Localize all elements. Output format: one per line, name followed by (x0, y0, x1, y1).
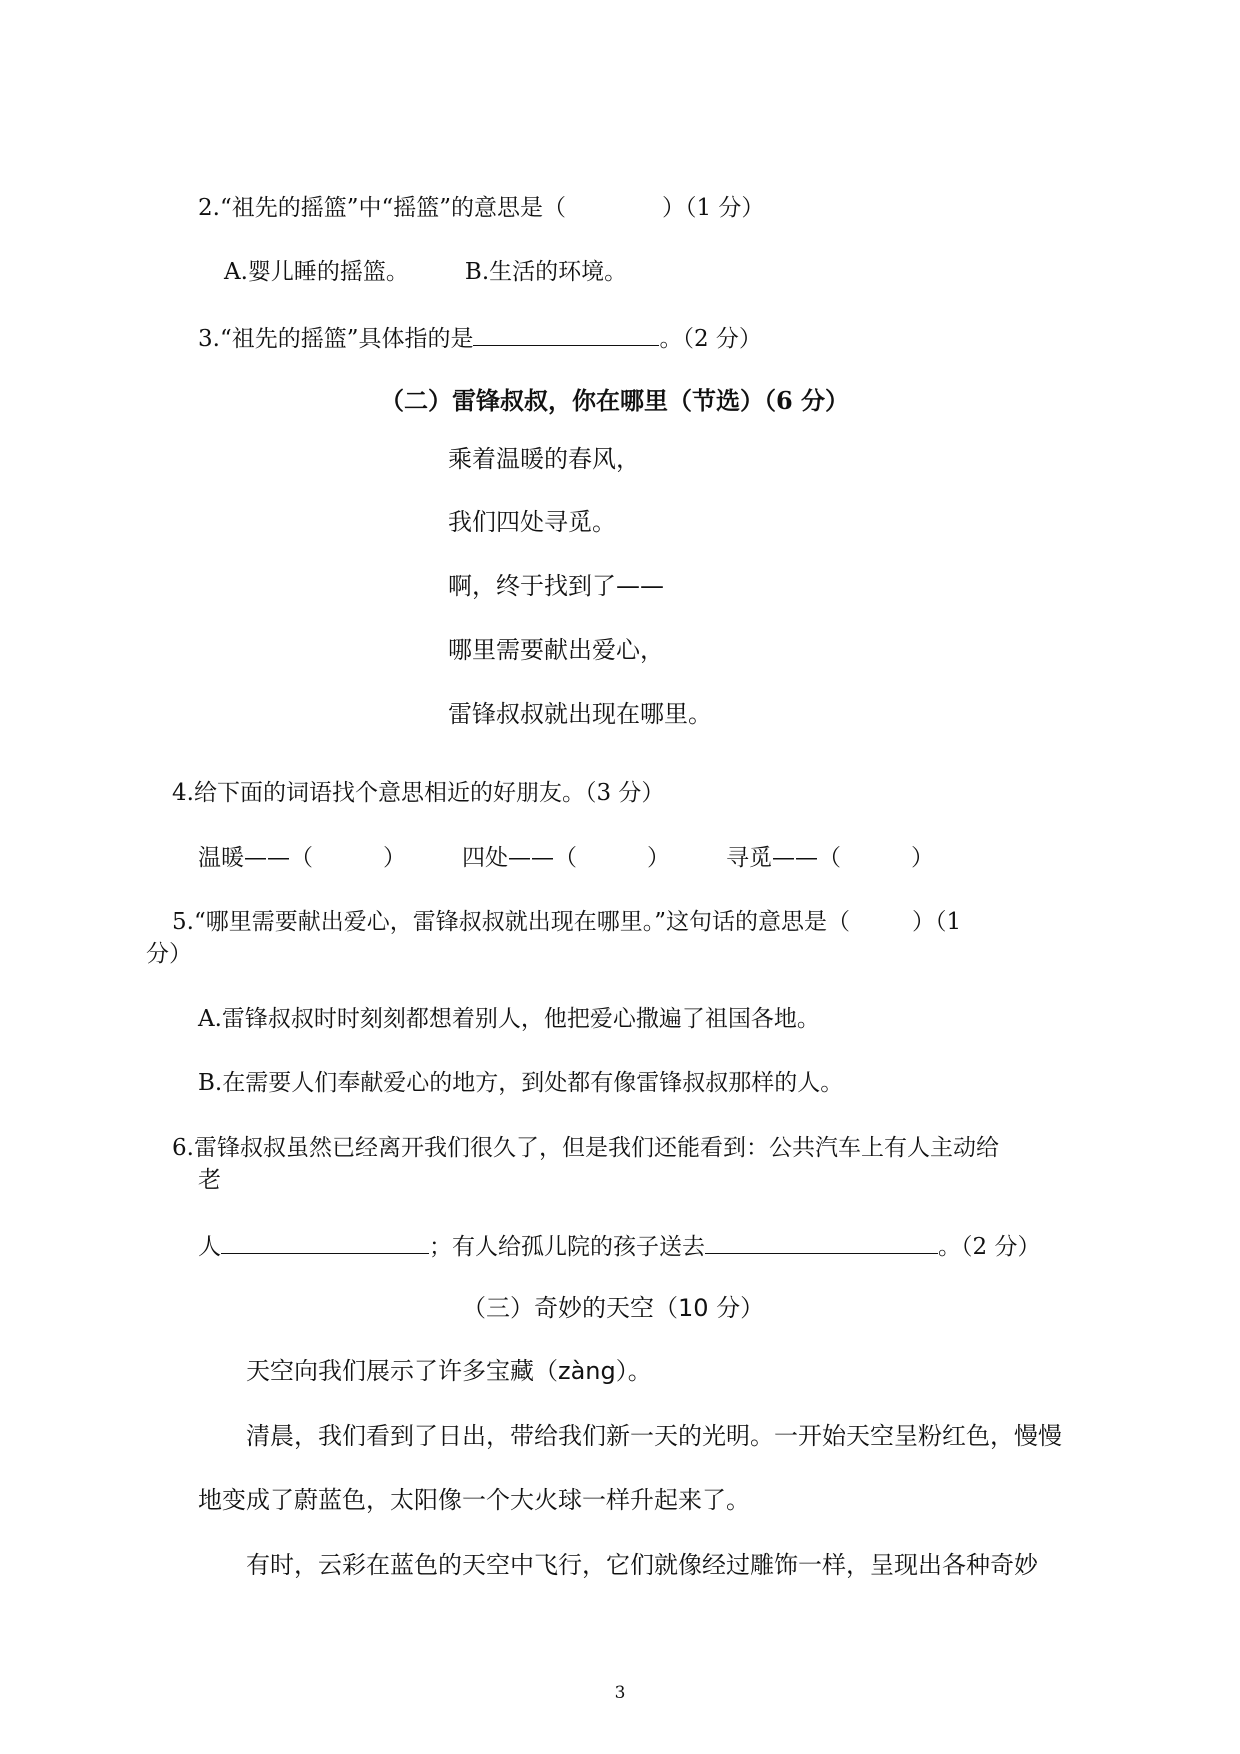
q3-prompt-text: 3.“祖先的摇篮”具体指的是 (198, 326, 474, 352)
q6-answer-blank-1 (221, 1229, 429, 1254)
q2-tail: ）（1 分） (661, 195, 765, 221)
q5-prompt-text: 5.“哪里需要献出爱心，雷锋叔叔就出现在哪里。”这句话的意思是（ (172, 909, 850, 935)
q2-options (224, 256, 627, 288)
q6-answer-blank-2 (705, 1229, 938, 1254)
poem-line-1: 乘着温暖的春风， (448, 445, 640, 473)
q4-close-3: ） (911, 845, 934, 871)
q5-prompt-line1 (172, 906, 961, 938)
q6-line3-mid: ；有人给孤儿院的孩子送去 (429, 1234, 705, 1260)
q4-prompt: 4.给下面的词语找个意思相近的好朋友。（3 分） (172, 780, 665, 806)
q5-paren-close: ）（1 (911, 909, 962, 935)
section3-paragraph-4: 有时，云彩在蓝色的天空中飞行，它们就像经过雕饰一样，呈现出各种奇妙 (246, 1551, 1038, 1579)
q5-option-b: B.在需要人们奉献爱心的地方，到处都有像雷锋叔叔那样的人。 (198, 1070, 844, 1096)
q3-prompt (198, 321, 762, 355)
section3-paragraph-1: 天空向我们展示了许多宝藏（zàng）。 (246, 1357, 652, 1385)
q2-prompt (198, 192, 764, 224)
q4-word-3: 寻觅——（ (726, 845, 841, 871)
q5-option-a: A.雷锋叔叔时时刻刻都想着别人，他把爱心撒遍了祖国各地。 (198, 1006, 820, 1032)
q2-option-a: A.婴儿睡的摇篮。 (224, 259, 409, 285)
q3-answer-blank (473, 321, 659, 346)
section3-paragraph-2: 清晨，我们看到了日出，带给我们新一天的光明。一开始天空呈粉红色，慢慢 (246, 1422, 1062, 1450)
poem-line-4: 哪里需要献出爱心， (448, 636, 664, 664)
q4-word-2: 四处——（ (462, 845, 577, 871)
q6-line2: 老 (198, 1167, 221, 1193)
q5-prompt-line2: 分） (146, 941, 192, 967)
q6-line1: 6.雷锋叔叔虽然已经离开我们很久了，但是我们还能看到：公共汽车上有人主动给 (172, 1135, 999, 1161)
q6-line3-start: 人 (198, 1234, 221, 1260)
q6-line3 (198, 1229, 1040, 1263)
poem-line-5: 雷锋叔叔就出现在哪里。 (448, 700, 712, 728)
q2-prompt-text: 2.“祖先的摇篮”中“摇篮”的意思是（ (198, 195, 566, 221)
q4-close-1: ） (383, 845, 406, 871)
section3-paragraph-3: 地变成了蔚蓝色，太阳像一个大火球一样升起来了。 (198, 1486, 750, 1514)
q3-tail: 。（2 分） (659, 326, 762, 352)
q4-word-1: 温暖——（ (198, 845, 313, 871)
poem-line-2: 我们四处寻觅。 (448, 508, 616, 536)
q4-close-2: ） (647, 845, 670, 871)
section3-title: （三）奇妙的天空（10 分） (462, 1294, 765, 1322)
q2-option-b: B.生活的环境。 (464, 259, 628, 285)
poem-line-3: 啊，终于找到了—— (448, 572, 664, 600)
q6-line3-end: 。（2 分） (938, 1234, 1041, 1260)
page-number: 3 (614, 1683, 626, 1703)
q4-words (198, 842, 934, 874)
section2-title: （二）雷锋叔叔，你在哪里（节选）（6 分） (380, 386, 850, 415)
